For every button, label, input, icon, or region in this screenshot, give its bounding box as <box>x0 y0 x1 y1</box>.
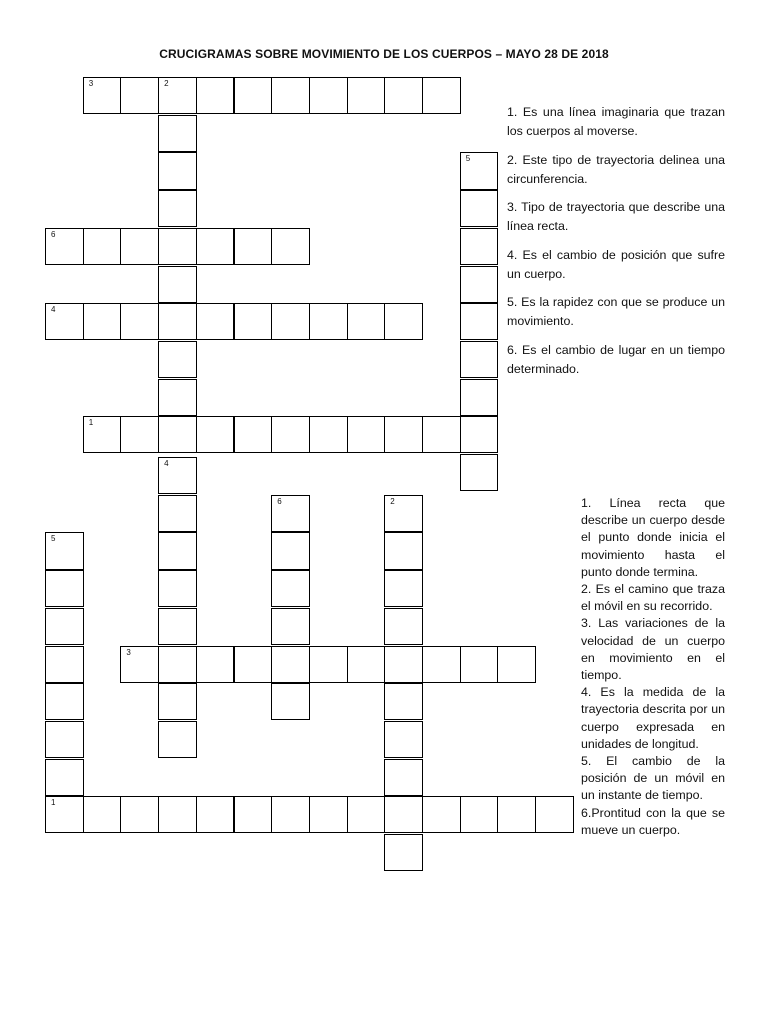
crossword-cell[interactable] <box>45 646 84 683</box>
crossword-cell[interactable] <box>384 683 423 720</box>
crossword-cell[interactable] <box>158 532 197 569</box>
crossword-cell[interactable] <box>45 532 84 569</box>
clue-number: 6 <box>277 496 282 506</box>
crossword-cell[interactable] <box>384 532 423 569</box>
crossword-cell[interactable] <box>234 646 273 683</box>
clue-item: 3. Las variaciones de la velocidad de un cuerpo en movimiento en el tiempo. <box>581 616 725 683</box>
crossword-cell[interactable] <box>83 796 122 833</box>
crossword-cell[interactable] <box>384 570 423 607</box>
clue-item: 4. Es el cambio de posición que sufre un cuerpo. <box>507 247 725 281</box>
crossword-cell[interactable] <box>271 570 310 607</box>
crossword-cell[interactable] <box>271 495 310 532</box>
clue-number: 6 <box>51 229 56 239</box>
crossword-cell[interactable] <box>460 646 499 683</box>
crossword-cell[interactable] <box>309 646 348 683</box>
crossword-cell[interactable] <box>384 608 423 645</box>
crossword-cell[interactable] <box>497 646 536 683</box>
clue-number: 5 <box>465 154 471 164</box>
crossword-cell[interactable] <box>158 796 197 833</box>
crossword-cell[interactable] <box>158 683 197 720</box>
crossword-cell[interactable] <box>158 646 197 683</box>
crossword-cell[interactable] <box>535 796 574 833</box>
clue-number: 3 <box>88 79 94 88</box>
crossword-cell[interactable] <box>271 608 310 645</box>
crossword-cell[interactable] <box>384 759 423 796</box>
crossword-cell[interactable] <box>271 796 310 833</box>
clue-item: 1. Línea recta que describe un cuerpo desde el punto donde inicia el movimiento hasta el punto donde termina. <box>581 496 725 579</box>
crossword-cell[interactable] <box>384 495 423 532</box>
crossword-cell[interactable] <box>460 796 499 833</box>
crossword-cell[interactable] <box>45 721 84 758</box>
crossword-cell[interactable] <box>45 759 84 796</box>
clue-item: 5. El cambio de la posición de un móvil en un instante de tiempo. <box>581 754 725 803</box>
crossword-cell[interactable] <box>120 646 159 683</box>
clue-number: 3 <box>126 647 131 657</box>
crossword-cell[interactable] <box>158 457 197 494</box>
clue-number: 2 <box>390 496 395 506</box>
crossword-cell[interactable] <box>158 608 197 645</box>
crossword-cell[interactable] <box>347 796 386 833</box>
crossword-cell[interactable] <box>384 646 423 683</box>
clue-number: 4 <box>164 459 169 468</box>
crossword-cell[interactable] <box>45 608 84 645</box>
crossword-cell[interactable] <box>120 796 159 833</box>
crossword-cell[interactable] <box>422 796 461 833</box>
crossword-cell[interactable] <box>45 570 84 607</box>
clue-item: 2. Es el camino que traza el móvil en su recorrido. <box>581 582 725 614</box>
crossword-cell[interactable] <box>309 796 348 833</box>
crossword-cell[interactable] <box>234 796 273 833</box>
clue-item: 6.Prontitud con la que se mueve un cuerpo. <box>581 805 725 837</box>
crossword-cell[interactable] <box>196 646 235 683</box>
crossword-cell[interactable] <box>347 646 386 683</box>
crossword-cell[interactable] <box>158 495 197 532</box>
crossword-cell[interactable] <box>271 683 310 720</box>
crossword-cell[interactable] <box>384 796 423 833</box>
crossword-cell[interactable] <box>384 721 423 758</box>
clue-number: 4 <box>51 305 56 315</box>
crossword-cell[interactable] <box>422 646 461 683</box>
crossword-cell[interactable] <box>158 570 197 607</box>
crossword-cell[interactable] <box>271 532 310 569</box>
clue-list-2 <box>581 495 725 839</box>
clue-number: 5 <box>51 534 56 544</box>
clue-number: 1 <box>51 798 56 808</box>
crossword-cell[interactable] <box>271 646 310 683</box>
crossword-cell[interactable] <box>384 834 423 871</box>
clue-number: 1 <box>88 418 94 428</box>
clue-item: 1. Es una línea imaginaria que trazan los cuerpos al moverse. <box>507 105 725 138</box>
crossword-cell[interactable] <box>45 683 84 720</box>
crossword-cell[interactable] <box>158 721 197 758</box>
crossword-cell[interactable] <box>196 796 235 833</box>
clue-item: 3. Tipo de trayectoria que describe una línea recta. <box>507 200 725 233</box>
clue-number: 2 <box>164 79 169 88</box>
clue-item: 5. Es la rapidez con que se produce un movimiento. <box>507 295 725 328</box>
page-title: CRUCIGRAMAS SOBRE MOVIMIENTO DE LOS CUERPOS – MAYO 28 DE 2018 <box>159 47 609 61</box>
clue-item: 6. Es el cambio de lugar en un tiempo determinado. <box>507 342 725 376</box>
crossword-cell[interactable] <box>45 796 84 833</box>
clue-item: 2. Este tipo de trayectoria delinea una circunferencia. <box>507 152 725 186</box>
crossword-cell[interactable] <box>497 796 536 833</box>
clue-item: 4. Es la medida de la trayectoria descrita por un cuerpo expresada en unidades de longitud. <box>581 685 725 751</box>
